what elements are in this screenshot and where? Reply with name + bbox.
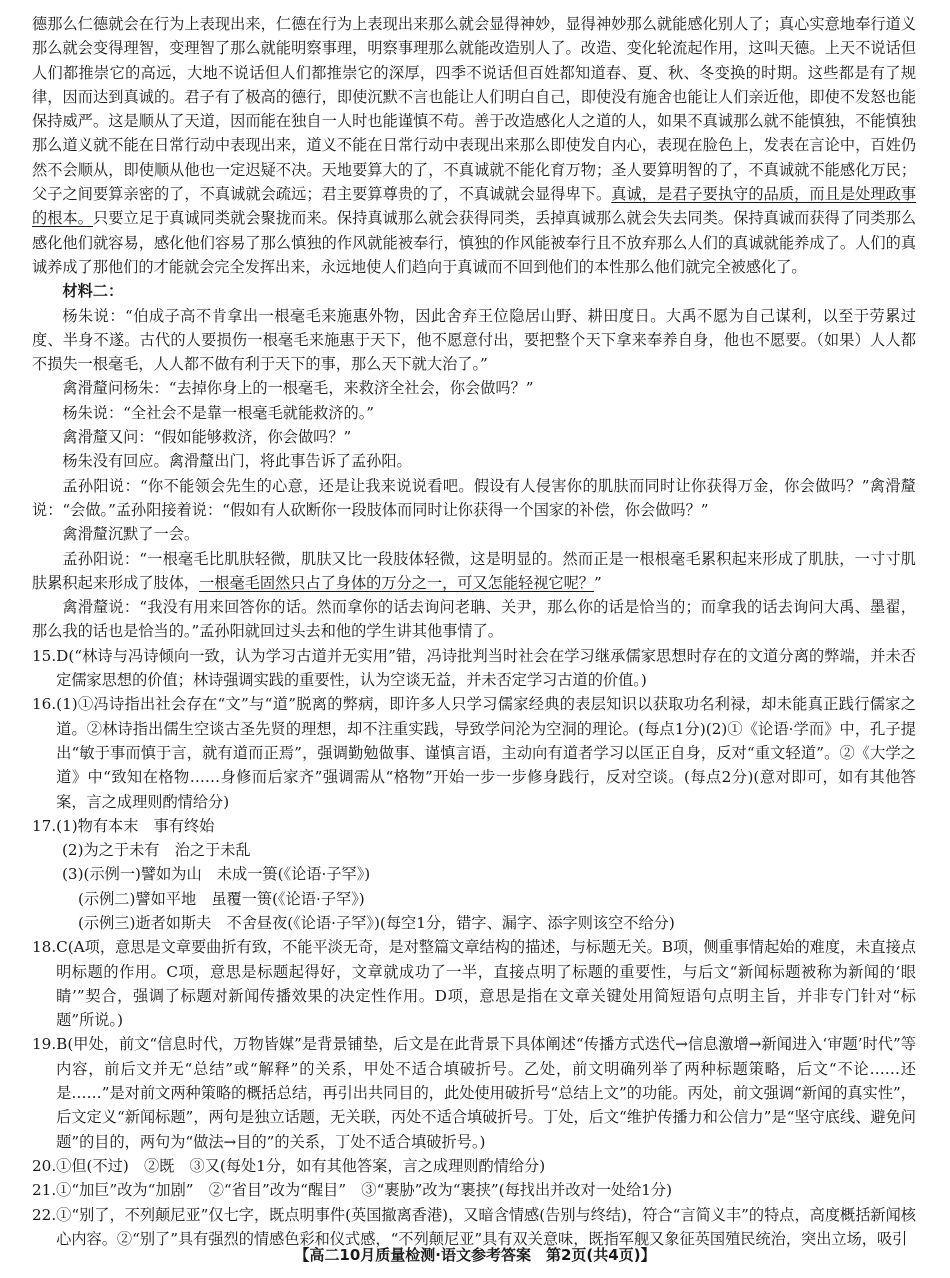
answer-number: 16. <box>32 695 57 714</box>
answer-line: (示例三)逝者如斯夫 不舍昼夜(《论语·子罕》)(每空1分，错字、漏字、添字则该空不给分) <box>78 913 675 932</box>
answer-number: 22. <box>32 1205 57 1224</box>
answer-text: (1)①冯诗指出社会存在“文”与“道”脱离的弊病，即许多人只学习儒家经典的表层知识以获取功名利禄，却未能真正践行儒家之道。②林诗指出儒生空谈古圣先贤的理想，却不注重实践，导致学问沦为空洞的理论。(每点1分)(2)①《论语·学而》中，孔子提出“敏于事而慎于言，就有道而正焉”，强调勤勉做事、谨慎言语，主动向有道者学习以匡正自身，反对“重文轻道”。②《大学之道》中“致知在格物……身修而后家齐”强调需从“格物”开始一步一步修身践行，反对空谈。(每点2分)(意对即可，如有其他答案，言之成理则酌情给分) <box>56 695 916 811</box>
answer-17 <box>32 814 916 838</box>
material2-paragraph: 杨朱说：“全社会不是靠一根毫毛就能救济的。” <box>62 403 375 422</box>
mengsun-underlined-text: 一根毫毛固然只占了身体的万分之一，可又怎能轻视它呢？ <box>199 573 594 592</box>
answer-number: 15. <box>32 646 57 665</box>
answer-number: 18. <box>32 938 57 957</box>
answer-body <box>56 814 916 838</box>
answer-number: 20. <box>32 1156 57 1175</box>
material2-mengsun-paragraph <box>32 547 916 596</box>
material1-continuation <box>32 12 916 279</box>
answer-line: (1)物有本末 事有终始 <box>56 816 215 835</box>
mengsun-text-end: ” <box>593 573 602 592</box>
material2-paragraph: 禽滑釐又问：“假如能够救济，你会做吗？” <box>62 428 352 447</box>
answer-15 <box>32 644 916 693</box>
material2-paragraph: 孟孙阳说：“你不能领会先生的心意，还是让我来说说看吧。假设有人侵害你的肌肤而同时让你获得万金，你会做吗？”禽滑釐说：“会做。”孟孙阳接着说：“假如有人砍断你一段肢体而同时让你获得一个国家的补偿，你会做吗？” <box>32 476 916 519</box>
answer-line: (示例二)譬如平地 虽覆一篑(《论语·子罕》) <box>78 889 365 908</box>
mengsun-text: 孟孙阳说：“一根毫毛比肌肤轻微，肌肤又比一段肢体轻微，这是明显的。然而正是一根根毫毛累积起来形成了肌肤，一寸寸肌肤累积起来形成了肢体， <box>32 549 916 592</box>
answer-16 <box>32 692 916 813</box>
material1-text-end: 只要立足于真诚同类就会聚拢而来。保持真诚那么就会获得同类，丢掉真诚那么就会失去同类。保持真诚而获得了同类那么感化他们就容易，感化他们容易了那么慎独的作风就能被奉行，慎独的作风能被奉行且不放弃那么人们的真诚就能养成了。人们的真诚养成了那他们的才能就会完全发挥出来，永远地使人们趋向于真诚而不回到他们的本性那么他们就完全被感化了。 <box>32 209 917 276</box>
answer-text: B(甲处，前文“信息时代，万物皆媒”是背景铺垫，后文是在此背景下具体阐述“传播方式迭代→信息激增→新闻进入‘审题’时代”等内容，前后文并无“总结”或“解释”的关系，甲处不适合填破折号。乙处，前文明确列举了两种标题策略，后文“不论……还是……”是对前文两种策略的概括总结，再引出共同目的，此处使用破折号“总结上文”的功能。丙处，前文强调“新闻的真实性”，后文定义“新闻标题”，两句是独立话题，无关联，丙处不适合填破折号。丁处，后文“维护传播力和公信力”是“坚守底线、避免问题”的目的，两句为“做法→目的”的关系，丁处不适合填破折号。) <box>56 1035 916 1151</box>
answer-18 <box>32 935 916 1032</box>
material2-paragraph: 禽滑釐问杨朱：“去掉你身上的一根毫毛，来救济全社会，你会做吗？” <box>62 379 534 398</box>
answer-text: C(A项，意思是文章要曲折有致，不能平淡无奇，是对整篇文章结构的描述，与标题无关。B项，侧重事情起始的难度，未直接点明标题的作用。C项，意思是标题起得好，文章就成功了一半，直接点明了标题的重要性，与后文“新闻标题被称为新闻的‘眼睛’”契合，强调了标题对新闻传播效果的决定性作用。D项，意思是指在文章关键处用简短语句点明主旨，并非专门针对“标题”所说。) <box>56 938 916 1030</box>
answer-text: ①但(不过) ②既 ③又(每处1分，如有其他答案，言之成理则酌情给分) <box>56 1156 546 1175</box>
material2-paragraph: 禽滑釐说：“我没有用来回答你的话。然而拿你的话去询问老聃、关尹，那么你的话是恰当的；而拿我的话去询问大禹、墨翟，那么我的话也是恰当的。”孟孙阳就回过头去和他的学生讲其他事情了。 <box>32 598 916 641</box>
material1-text: 德那么仁德就会在行为上表现出来，仁德在行为上表现出来那么就会显得神妙，显得神妙那么就能感化别人了；真心实意地奉行道义那么就会变得理智，变理智了那么就能明察事理，明察事理那么就能改造别人了。改造、变化轮流起作用，这叫天德。上天不说话但人们都推崇它的高远，大地不说话但人们都推崇它的深厚，四季不说话但百姓都知道春、夏、秋、冬变换的时期。这些都是有了规律，因而达到真诚的。君子有了极高的德行，即使沉默不言也能让人们明白自己，即使没有施舍也能让人们亲近他，即使不发怒也能保持威严。这是顺从了天道，因而能在独自一人时也能谨慎不苟。善于改造感化人之道的人，如果不真诚那么就不能慎独，不能慎独那么道义就不能在日常行动中表现出来，道义不能在日常行动中表现出来那么即使发自内心，表现在脸色上，发表在言论中，百姓仍然不会顺从，即使顺从他也一定迟疑不决。天地要算大的了，不真诚就不能化育万物；圣人要算明智的了，不真诚就不能感化万民；父子之间要算亲密的了，不真诚就会疏远；君主要算尊贵的了，不真诚就会显得卑下。 <box>32 15 916 204</box>
material1-underlined-text: 真诚，是君子要执守的品质，而且是处理政事的根本。 <box>32 185 917 228</box>
answer-number: 21. <box>32 1181 57 1200</box>
answer-21 <box>32 1178 916 1202</box>
answer-text: D(“林诗与冯诗倾向一致，认为学习古道并无实用”错，冯诗批判当时社会在学习继承儒家思想时存在的文道分离的弊端，并未否定儒家思想的价值；林诗强调实践的重要性，认为空谈无益，并未否定学习古道的价值。) <box>56 646 916 690</box>
material2-paragraph: 杨朱说：“伯成子高不肯拿出一根毫毛来施惠外物，因此舍弃王位隐居山野、耕田度日。大禹不愿为自己谋利，以至于劳累过度、半身不遂。古代的人要损伤一根毫毛来施惠于天下，他不愿意付出，要把整个天下拿来奉养自身，他也不愿要。（如果）人人都不损失一根毫毛，人人都不做有利于天下的事，那么天下就大治了。” <box>32 306 916 374</box>
answer-line: (3)(示例一)譬如为山 未成一篑(《论语·子罕》) <box>62 865 371 884</box>
answer-19 <box>32 1032 916 1153</box>
page-footer: 【高二10月质量检测·语文参考答案 第2页(共4页)】 <box>294 1246 656 1264</box>
material2-heading: 材料二： <box>62 282 124 301</box>
answer-line: (2)为之于未有 治之于未乱 <box>62 841 251 860</box>
answer-number: 19. <box>32 1035 57 1054</box>
material2-paragraph: 杨朱没有回应。禽滑釐出门，将此事告诉了孟孙阳。 <box>62 452 412 471</box>
answer-20 <box>32 1154 916 1178</box>
material2-paragraph: 禽滑釐沉默了一会。 <box>62 525 200 544</box>
answer-number: 17. <box>32 816 57 835</box>
answer-text: ①“加巨”改为“加剧” ②“省目”改为“醒目” ③“裹胁”改为“裹挟”(每找出并改对一处给1分) <box>56 1181 673 1200</box>
answer-text: ①“别了，不列颠尼亚”仅七字，既点明事件(英国撤离香港)，又暗含情感(告别与终结)，符合“言简义丰”的特点，高度概括新闻核心内容。②“别了”具有强烈的情感色彩和仪式感，“不列颠尼亚”具有双关意味，既指军舰又象征英国殖民统治，突出立场，吸引 <box>56 1205 916 1248</box>
